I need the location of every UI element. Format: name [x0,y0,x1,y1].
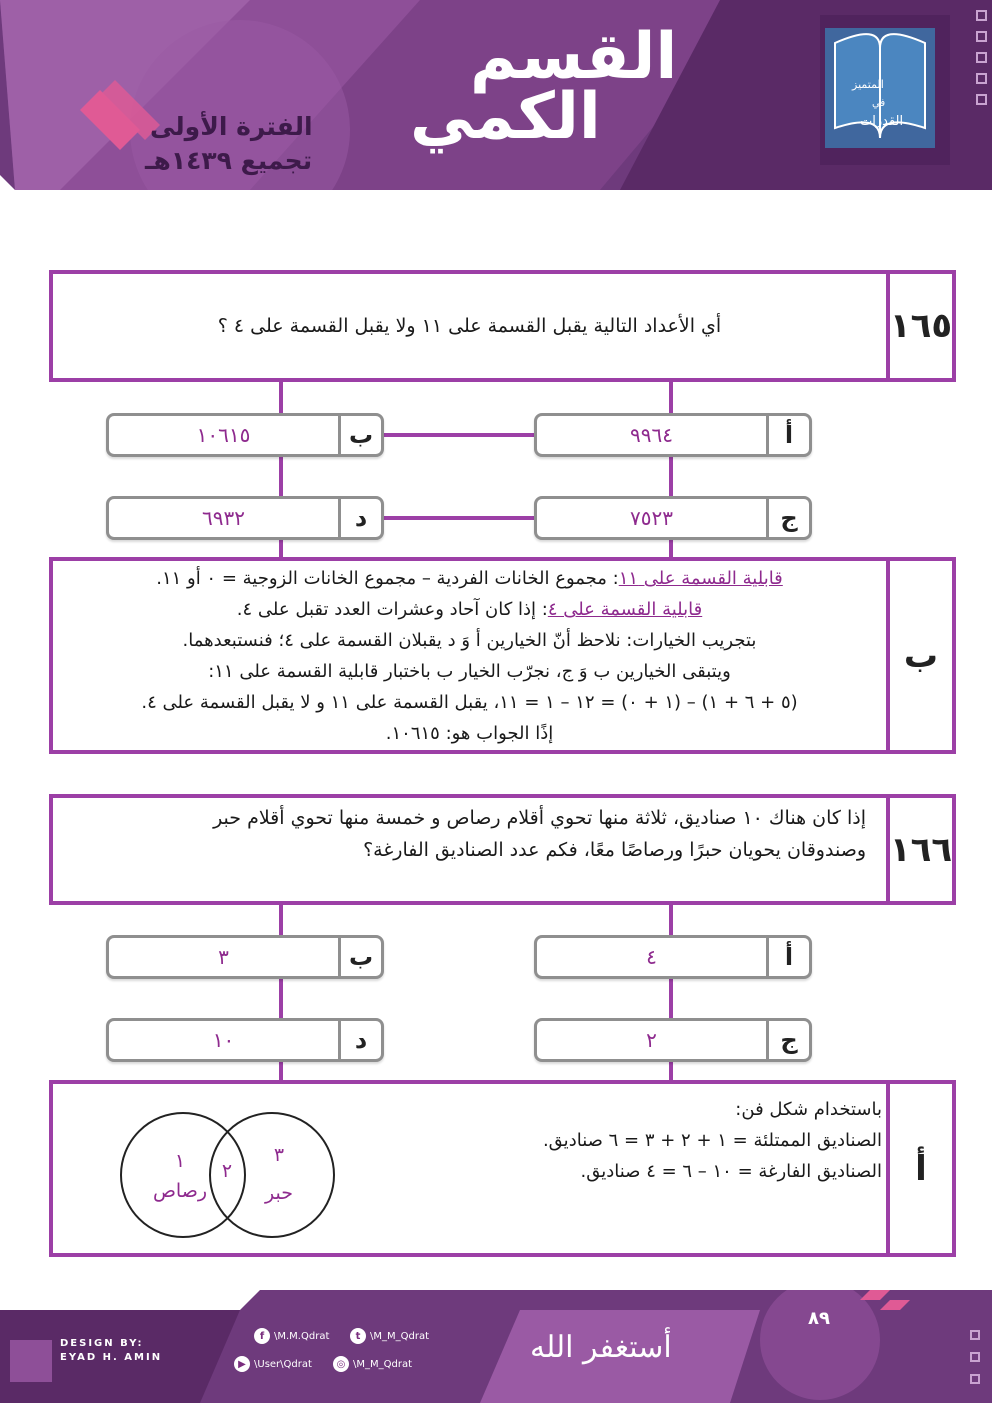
rule-4-link[interactable]: قابلية القسمة على ٤ [547,599,703,620]
collection-label: تجميع ١٤٣٩هـ [145,146,313,175]
venn-middle-count: ٢ [221,1160,233,1182]
page-title-line2: الكمي [410,80,601,154]
facebook-icon[interactable]: f [254,1328,270,1344]
period-label: الفترة الأولى [150,112,313,141]
option-d-letter: د [338,1021,381,1059]
option-a-value: ٩٩٦٤ [630,423,673,447]
option-c-letter: ج [766,499,809,537]
option-d[interactable] [106,496,384,540]
option-c-letter: ج [766,1021,809,1059]
solution-165-answer: ب [886,561,952,750]
solution-165-box [49,557,956,754]
logo-text-2: في [872,98,886,109]
solution-line-6: إذًا الجواب هو: ١٠٦١٥. [385,723,554,744]
solution-line-5: (٥ + ٦ + ١) – (١ + ٠) = ١٢ – ١ = ١١، يقبل القسمة على ١١ و لا يقبل القسمة على ٤. [141,692,798,713]
page-number: ٨٩ [808,1308,830,1329]
design-by-label: DESIGN BY: [60,1338,144,1349]
youtube-handle[interactable]: \User\Qdrat [254,1359,312,1370]
logo-text-1: المتميز [852,78,884,91]
option-b-value: ٣ [218,945,229,969]
question-166-line-1: إذا كان هناك ١٠ صناديق، ثلاثة منها تحوي أقلام رصاص و خمسة منها تحوي أقلام حبر [213,807,866,829]
solution-165-text [53,561,886,749]
decor-dots [976,10,987,105]
question-166-number: ١٦٦ [886,798,952,901]
option-a-value: ٤ [646,945,657,969]
rule-4-text: : إذا كان آحاد وعشرات العدد تقبل على ٤. [236,599,548,620]
page-title-line1: القسم [470,20,678,94]
solution-line-3: الصناديق الفارغة = ١٠ – ٦ = ٤ صناديق. [580,1161,882,1182]
venn-left-label: رصاص [152,1180,208,1202]
option-a-letter: أ [766,416,809,454]
page-footer [0,1290,992,1403]
rule-11-link[interactable]: قابلية القسمة على ١١ [618,568,783,589]
rule-11-text: : مجموع الخانات الفردية – مجموع الخانات الزوجية = ٠ أو ١١. [156,568,619,589]
solution-line-2 [53,594,886,625]
option-b[interactable] [106,935,384,979]
option-d[interactable] [106,1018,384,1062]
logo [820,18,945,158]
option-c-value: ٧٥٢٣ [630,506,673,530]
venn-right-count: ٣ [273,1144,285,1166]
connector-line [384,433,536,437]
option-b-letter: ب [338,416,381,454]
solution-line-3: بتجريب الخيارات: نلاحظ أنّ الخيارين أ وَ د يقبلان القسمة على ٤؛ فنستبعدهما. [182,630,757,651]
twitter-handle[interactable]: \M_M_Qdrat [370,1331,430,1342]
option-c[interactable] [534,496,812,540]
decor-dots [970,1330,980,1384]
option-d-value: ١٠ [212,1028,235,1052]
option-a[interactable] [534,935,812,979]
calligraphy-text: أستغفر الله [530,1330,672,1365]
option-c-value: ٢ [646,1028,657,1052]
youtube-icon[interactable]: ▶ [234,1356,250,1372]
option-d-letter: د [338,499,381,537]
option-a[interactable] [534,413,812,457]
footer-background [0,1290,992,1403]
question-165-box [49,270,956,382]
facebook-handle[interactable]: \M.M.Qdrat [274,1331,330,1342]
solution-line-4: ويتبقى الخيارين ب وَ ج، نجرّب الخيار ب باختبار قابلية القسمة على ١١: [208,661,731,682]
solution-166-box [49,1080,956,1257]
option-d-value: ٦٩٣٢ [202,506,245,530]
venn-diagram [115,1108,340,1243]
connector-line [384,516,536,520]
option-b-value: ١٠٦١٥ [196,423,251,447]
option-b-letter: ب [338,938,381,976]
twitter-icon[interactable]: t [350,1328,366,1344]
designer-logo [10,1340,52,1382]
solution-line-1 [53,563,886,594]
venn-right-label: حبر [265,1182,293,1204]
solution-166-answer: أ [886,1084,952,1253]
designer-name: EYAD H. AMIN [60,1352,163,1363]
question-166-box [49,794,956,905]
venn-left-count: ١ [174,1150,186,1172]
question-166-line-2: وصندوقان يحويان حبرًا ورصاصًا معًا، فكم عدد الصناديق الفارغة؟ [363,839,866,861]
option-b[interactable] [106,413,384,457]
instagram-icon[interactable]: ◎ [333,1356,349,1372]
solution-line-2: الصناديق الممتلئة = ١ + ٢ + ٣ = ٦ صناديق. [542,1130,882,1151]
question-166-text [53,798,886,901]
logo-text-3: القدرات [860,114,904,129]
option-c[interactable] [534,1018,812,1062]
question-165-text: أي الأعداد التالية يقبل القسمة على ١١ ولا يقبل القسمة على ٤ ؟ [217,315,722,337]
page-header [0,0,992,190]
question-165-number: ١٦٥ [886,274,952,378]
option-a-letter: أ [766,938,809,976]
solution-line-1: باستخدام شكل فن: [735,1099,882,1120]
instagram-handle[interactable]: \M_M_Qdrat [353,1359,413,1370]
solution-166-text [462,1094,882,1187]
